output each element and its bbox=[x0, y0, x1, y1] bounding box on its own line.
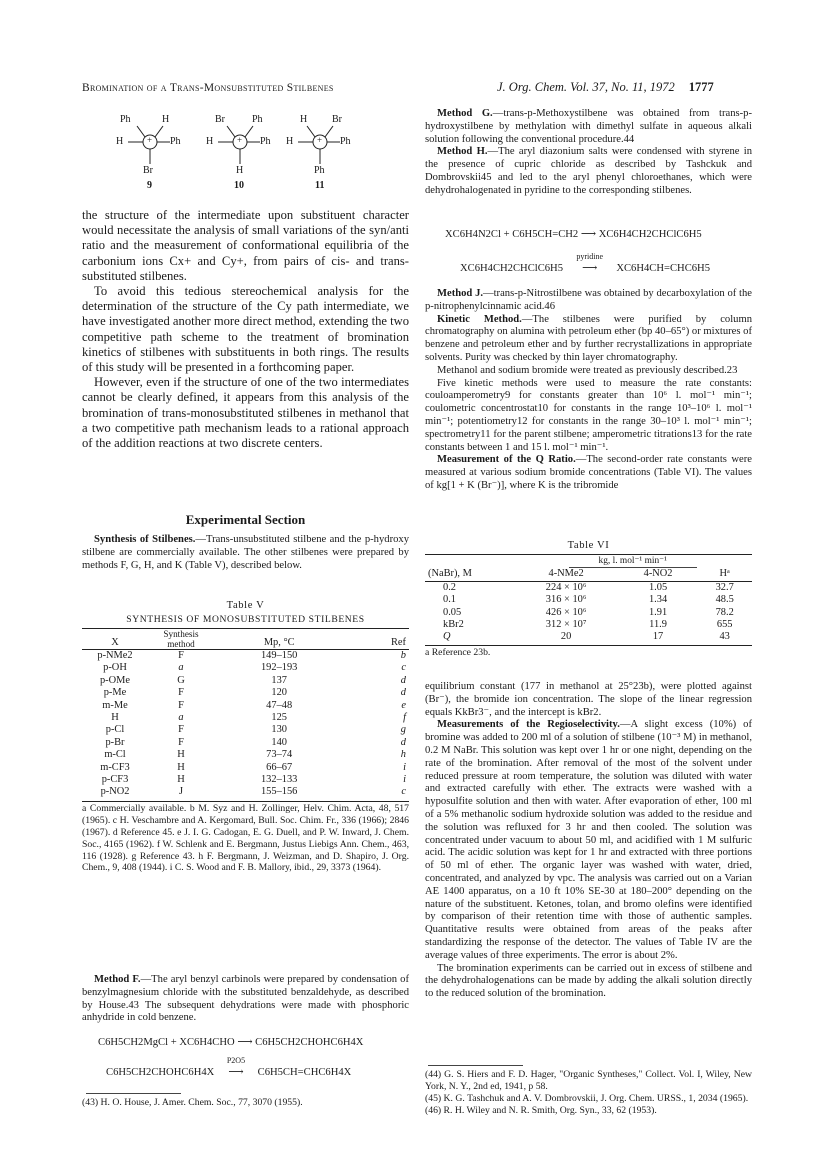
table-cell: 78.2 bbox=[715, 606, 734, 618]
methods-j-kinetic bbox=[425, 288, 752, 493]
table-cell: 47–48 bbox=[266, 699, 293, 711]
table-cell: a bbox=[178, 712, 184, 724]
s10-right: Ph bbox=[260, 136, 271, 147]
table-cell: 125 bbox=[271, 712, 287, 724]
footnote-46: (46) R. H. Wiley and N. R. Smith, Org. Syn., 33, 62 (1953). bbox=[425, 1104, 657, 1116]
structure-11-lines bbox=[298, 126, 340, 164]
methods-g-h bbox=[425, 108, 752, 198]
table-cell: 132–133 bbox=[260, 774, 298, 786]
column-header: Hᵃ bbox=[719, 568, 730, 580]
table-cell: 155–156 bbox=[260, 786, 298, 798]
run-in-head: Kinetic Method. bbox=[437, 313, 522, 325]
structure-10-lines bbox=[218, 126, 260, 164]
run-in-head: Method F. bbox=[94, 974, 141, 985]
table-cell: G bbox=[177, 674, 185, 686]
structure-drawings bbox=[110, 112, 410, 202]
table-cell: 426 × 10⁶ bbox=[545, 606, 587, 618]
regioselectivity-text bbox=[425, 681, 752, 1001]
paragraph bbox=[82, 534, 409, 572]
table-vi bbox=[425, 540, 752, 659]
table-cell: J bbox=[178, 786, 184, 798]
table-cell: 130 bbox=[271, 724, 287, 736]
paragraph: However, even if the structure of one of the two intermediates cannot be clearly defined, it appears from this analysis of the bromination of trans-monosubstituted stilbenes in methanol that a two competitive path mechanism leads to a rational approach of the addition reactions at two discrete centers. bbox=[82, 375, 409, 451]
footnote-45: (45) K. G. Tashchuk and A. V. Dombrovskii, J. Org. Chem. URSS., 1, 2034 (1965). bbox=[425, 1092, 749, 1104]
table-cell: m-CF3 bbox=[100, 761, 130, 773]
equation-h2 bbox=[460, 252, 711, 274]
table-row bbox=[82, 724, 409, 736]
table-row bbox=[82, 786, 409, 798]
table-cell: 0.1 bbox=[443, 594, 456, 606]
table-cell: Q bbox=[443, 631, 451, 643]
table-cell: F bbox=[178, 736, 184, 748]
table-row bbox=[82, 662, 409, 674]
table-cell: d bbox=[400, 687, 406, 699]
synthesis-paragraph bbox=[82, 534, 409, 572]
newman-structures bbox=[110, 112, 410, 202]
paragraph: Five kinetic methods were used to measure the rate constants: couloamperometry9 for constants greater than 10⁶ l. mol⁻¹ min⁻¹; coulometric concentrostat10 for constants in the range 10³–10⁶ l. mol⁻¹ min⁻¹; potentiometry12 for constants in the range 30–10³ l. mol⁻¹ min⁻¹; spectrometry11 for the parent stilbene; amperometric titrations13 for the rate constants between 1 and 15 l. mol⁻¹ min⁻¹. bbox=[425, 377, 752, 453]
table-cell: g bbox=[400, 724, 406, 736]
table-row bbox=[82, 774, 409, 786]
paragraph: Methanol and sodium bromide were treated as previously described.23 bbox=[437, 364, 738, 376]
table-cell: p-Me bbox=[103, 687, 127, 699]
table-cell: 43 bbox=[719, 631, 730, 643]
s9-charge: + bbox=[147, 135, 153, 145]
table-row bbox=[82, 687, 409, 699]
table-row bbox=[425, 607, 752, 619]
paragraph-text: —trans-p-Methoxystilbene was obtained from trans-p-hydroxystilbene by methylation with dimethyl sulfate in aqueous alkali solution following the conventional procedure.44 bbox=[425, 108, 752, 145]
equation-left: XC6H4CH2CHClC6H5 bbox=[460, 263, 564, 274]
run-in-head: Measurements of the Regioselectivity. bbox=[437, 719, 620, 731]
table-cell: p-NMe2 bbox=[97, 650, 133, 661]
table-cell: 655 bbox=[716, 619, 733, 631]
page-number: 1777 bbox=[688, 80, 714, 94]
table-cell: 1.34 bbox=[648, 594, 668, 606]
paragraph-text: —trans-p-Nitrostilbene was obtained by decarboxylation of the p-nitrophenylcinnamic acid.46 bbox=[425, 288, 752, 312]
table-cell: F bbox=[178, 724, 184, 736]
equation-right: C6H5CH=CHC6H4X bbox=[257, 1067, 352, 1078]
s9-number: 9 bbox=[147, 180, 152, 191]
table-cell: F bbox=[178, 699, 184, 711]
footnote-rule bbox=[86, 1093, 181, 1094]
right-footnotes bbox=[425, 1069, 752, 1117]
paragraph bbox=[425, 288, 752, 314]
run-in-head: Method G. bbox=[437, 108, 493, 119]
table-row bbox=[425, 581, 752, 594]
table-cell: H bbox=[177, 749, 185, 761]
table-cell: c bbox=[401, 786, 406, 798]
s9-top-left: Ph bbox=[120, 114, 131, 125]
equation-f2 bbox=[106, 1056, 352, 1078]
column-header: Synthesis method bbox=[163, 629, 199, 649]
span-header bbox=[514, 555, 753, 569]
s10-charge: + bbox=[237, 135, 243, 145]
s11-number: 11 bbox=[315, 180, 325, 191]
table-caption: Table VI bbox=[567, 540, 610, 551]
table-cell: kBr2 bbox=[443, 619, 464, 631]
s9-left: H bbox=[116, 136, 124, 147]
equation-h1 bbox=[445, 228, 702, 240]
s10-top-left: Br bbox=[215, 114, 225, 125]
arrow-icon: ⟶ bbox=[237, 1037, 256, 1048]
footnote-44: (44) G. S. Hiers and F. D. Hager, "Organic Syntheses," Collect. Vol. I, Wiley, New York, N. Y., 2nd ed, 1941, p 58. bbox=[425, 1069, 752, 1092]
s11-charge: + bbox=[317, 135, 323, 145]
table-cell: 66–67 bbox=[266, 761, 293, 773]
table-cell: 32.7 bbox=[715, 581, 734, 593]
equation-right: XC6H4CH=CHC6H5 bbox=[616, 263, 711, 274]
equation-left: C6H5CH2MgCl + XC6H4CHO bbox=[98, 1037, 235, 1048]
s11-bottom: Ph bbox=[314, 165, 325, 176]
data-table bbox=[425, 554, 752, 644]
column-header: (NaBr), M bbox=[428, 568, 472, 580]
table-cell: i bbox=[403, 774, 406, 786]
table-cell: m-Cl bbox=[104, 749, 126, 761]
paragraph bbox=[425, 146, 752, 197]
run-in-head: Method J. bbox=[437, 288, 484, 299]
run-in-head: Synthesis of Stilbenes. bbox=[94, 534, 196, 545]
table-cell: 48.5 bbox=[715, 594, 734, 606]
table-cell: 11.9 bbox=[649, 619, 667, 631]
s10-number: 10 bbox=[234, 180, 244, 191]
table-cell: b bbox=[400, 650, 406, 661]
column-header: X bbox=[111, 636, 119, 648]
column-header: 4-NMe2 bbox=[548, 568, 584, 580]
footnote-rule bbox=[428, 1065, 523, 1066]
span-header-text: kg, l. mol⁻¹ min⁻¹ bbox=[569, 555, 697, 568]
s9-right: Ph bbox=[170, 136, 181, 147]
paragraph bbox=[425, 314, 752, 365]
table-row bbox=[82, 762, 409, 774]
table-cell: 192–193 bbox=[260, 662, 298, 674]
s11-right: Ph bbox=[340, 136, 351, 147]
arrow-icon: ⟶ bbox=[580, 229, 599, 240]
table-cell: 224 × 10⁶ bbox=[545, 581, 587, 593]
table-cell: 0.05 bbox=[443, 606, 462, 618]
table-cell: h bbox=[400, 749, 406, 761]
equation-left: XC6H4N2Cl + C6H5CH=CH2 bbox=[445, 229, 579, 240]
column-header: Mp, °C bbox=[263, 636, 295, 648]
column-header: 4-NO2 bbox=[643, 568, 673, 580]
table-cell: p-CF3 bbox=[101, 774, 129, 786]
table-cell: p-NO2 bbox=[100, 786, 130, 798]
paragraph-text: —The stilbenes were purified by column chromatography on alumina with petroleum ether (bp 40–65°) or mixtures of benzene and petroleum ether and by further recrystallizations in appropriate solvents. Purity was checked by thin layer chromatography. bbox=[425, 313, 752, 363]
table-row bbox=[82, 675, 409, 687]
table-cell: 73–74 bbox=[266, 749, 293, 761]
table-cell: m-Me bbox=[102, 699, 128, 711]
journal-citation bbox=[497, 80, 714, 95]
table-row bbox=[425, 631, 752, 643]
table-cell: 312 × 10⁷ bbox=[545, 619, 587, 631]
table-cell: d bbox=[400, 674, 406, 686]
reagent-label: P2O5 bbox=[226, 1056, 246, 1065]
paragraph-text: —The aryl diazonium salts were condensed with styrene in the presence of cupric chloride as described by Tashckuk and Dombrovskii45 and led to the aryl phenyl chloroethanes, which were dehydrohalogenated in pyridine to the corresponding stilbenes. bbox=[425, 146, 752, 196]
s9-top-right: H bbox=[162, 114, 170, 125]
section-heading: Experimental Section bbox=[185, 512, 306, 527]
table-cell: F bbox=[178, 650, 184, 661]
data-table bbox=[82, 628, 409, 799]
reagent-label: pyridine bbox=[576, 252, 603, 261]
paragraph-text: —The aryl benzyl carbinols were prepared by condensation of benzylmagnesium chloride with the substituted benzaldehyde, as described by House.43 The subsequent dehydrations were made with phosphoric anhydride in cold benzene. bbox=[82, 974, 409, 1024]
left-intro-text bbox=[82, 208, 409, 451]
paragraph: the structure of the intermediate upon substituent character would necessitate the analysis of small variations of the syn/anti ratio and the measurement of conformational equilibria of the carbonium ions Cx+ and Cy+, from pairs of cis- and trans-substituted stilbenes. bbox=[82, 208, 409, 283]
paragraph-text: —The second-order rate constants were measured at various sodium bromide concentrations (Table VI). The values of kg[1 + K (Br⁻)], where K is the tribromide bbox=[425, 454, 752, 491]
table-row bbox=[425, 619, 752, 631]
equation-right: XC6H4CH2CHClC6H5 bbox=[598, 229, 702, 240]
paragraph-text: —A slight excess (10%) of bromine was added to 200 ml of a solution of stilbene (10⁻³ M) in methanol, 0.2 M NaBr. This solution was kept over 1 hr or one night, depending on the rate of the bromination. After removal of the most of the solvent under reduced pressure at room temperature, the solution was diluted with water and extracted carefully with ether. The extracts were washed with a hyposulfite solution and then with water. After evaporation of ether, 100 ml of a 5% methanolic sodium hydroxide solution was added to the residue and the solution was refluxed for 3 hr and then cooled. The solution was concentrated under vacuum to about 50 ml, and acidified with 1 M sulfuric acid. The acidic solution was kept for 1 hr and extracted with three portions of 50 ml of ether. The organic layer was washed with water, dried, concentrated, and analyzed by vpc. The analysis was carried out on a Varian AE 1400 apparatus, on a 10 ft 10% SE-30 at 180–200° depending on the nature of the substituent. Ketones, tolan, and bromo olefins were identified by comparison of their retention time with those of authentic samples. Quantitative results were obtained from areas of the peaks after standardizing the response of the detector. The values of Table IV are the average values of three experiments. The error is about 2%. bbox=[425, 719, 752, 961]
run-in-head: Measurement of the Q Ratio. bbox=[437, 454, 576, 466]
s11-top-left: H bbox=[300, 114, 308, 125]
table-cell: p-Br bbox=[105, 736, 125, 748]
structure-9-lines bbox=[128, 126, 170, 164]
s10-top-right: Ph bbox=[252, 114, 263, 125]
s10-bottom: H bbox=[236, 165, 244, 176]
table-cell: 316 × 10⁶ bbox=[545, 594, 587, 606]
table-row bbox=[82, 712, 409, 724]
table-cell: p-OH bbox=[103, 662, 127, 674]
paragraph: The bromination experiments can be carried out in excess of stilbene and the dehydrohalogenations can be made by adding the alkali solution directly to the reduced solution of the bromination. bbox=[425, 962, 752, 1000]
table-row bbox=[82, 650, 409, 663]
table-cell: 1.91 bbox=[648, 606, 668, 618]
paragraph bbox=[425, 454, 752, 492]
table-cell: 1.05 bbox=[648, 581, 668, 593]
table-footnote: a Commercially available. b M. Syz and H. Zollinger, Helv. Chim. Acta, 48, 517 (1965). c H. Veschambre and A. Kergomard, Bull. Soc. Chim. Fr., 336 (1966); 2846 (1967). d Reference 45. e J. I. G. Cadogan, E. G. Duell, and P. W. Inward, J. Chem. Soc., 4165 (1962). f W. Schlenk and E. Bergmann, Justus Liebigs Ann. Chem., 463, 116 (1928). g Reference 43. h F. Bergmann, J. Weizman, and D. Shapiro, J. Org. Chem., 9, 408 (1944). i C. S. Wood and F. B. Mallory, ibid., 29, 3373 (1964). bbox=[82, 802, 409, 874]
table-v bbox=[82, 600, 409, 874]
table-title: SYNTHESIS OF MONOSUBSTITUTED STILBENES bbox=[126, 614, 365, 625]
table-cell: 120 bbox=[271, 687, 287, 699]
table-cell: f bbox=[403, 712, 406, 724]
table-cell: i bbox=[403, 761, 406, 773]
table-cell: c bbox=[401, 662, 406, 674]
table-footnote: a Reference 23b. bbox=[425, 645, 752, 659]
table-cell: d bbox=[400, 736, 406, 748]
table-cell: p-OMe bbox=[99, 674, 130, 686]
arrow-icon: ⟶ bbox=[582, 263, 598, 274]
method-f-paragraph bbox=[82, 974, 409, 1025]
table-cell: 140 bbox=[271, 736, 287, 748]
table-row bbox=[82, 700, 409, 712]
column-header: Ref bbox=[390, 636, 406, 648]
table-caption: Table V bbox=[226, 600, 265, 611]
table-cell: H bbox=[177, 761, 185, 773]
s11-left: H bbox=[286, 136, 294, 147]
table-row bbox=[82, 749, 409, 761]
s9-bottom: Br bbox=[143, 165, 153, 176]
table-row bbox=[82, 737, 409, 749]
paragraph-text: —Trans-unsubstituted stilbene and the p-hydroxy stilbene are commercially available. The other stilbenes were prepared by methods F, G, H, and K (Table V), described below. bbox=[82, 534, 409, 571]
table-cell: H bbox=[111, 712, 119, 724]
table-cell: a bbox=[178, 662, 184, 674]
equation-f1 bbox=[98, 1036, 363, 1048]
s10-left: H bbox=[206, 136, 214, 147]
table-cell: 149–150 bbox=[260, 650, 298, 661]
arrow-icon: ⟶ bbox=[228, 1067, 244, 1078]
equation-right: C6H5CH2CHOHC6H4X bbox=[255, 1037, 364, 1048]
table-cell: F bbox=[178, 687, 184, 699]
s11-top-right: Br bbox=[332, 114, 342, 125]
paragraph bbox=[425, 719, 752, 962]
table-cell: H bbox=[177, 774, 185, 786]
table-cell: 17 bbox=[652, 631, 664, 643]
table-cell: 0.2 bbox=[443, 581, 456, 593]
table-cell: 20 bbox=[560, 631, 572, 643]
table-row bbox=[425, 594, 752, 606]
table-cell: p-Cl bbox=[105, 724, 125, 736]
run-in-head: Method H. bbox=[437, 146, 488, 158]
table-cell: 137 bbox=[271, 674, 287, 686]
paragraph bbox=[425, 108, 752, 146]
footnote-43: (43) H. O. House, J. Amer. Chem. Soc., 77, 3070 (1955). bbox=[82, 1097, 303, 1108]
paragraph: equilibrium constant (177 in methanol at 25°23b), were plotted against (Br⁻), the bromide ion concentration. The slope of the linear regression equals KkBr3⁻, and the intercept is kBr2. bbox=[425, 681, 752, 718]
running-title: Bromination of a Trans-Monsubstituted Stilbenes bbox=[82, 82, 334, 94]
paragraph bbox=[82, 974, 409, 1025]
equation-left: C6H5CH2CHOHC6H4X bbox=[106, 1067, 215, 1078]
paragraph: To avoid this tedious stereochemical analysis for the determination of the structure of the Cy path intermediate, we have investigated another more direct method, extending the two competitive path scheme to the treatment of bromination kinetics of stilbenes with substituents in both rings. The results of this study will be presented in a forthcoming paper. bbox=[82, 284, 409, 375]
journal-name: J. Org. Chem. Vol. 37, No. 11, 1972 bbox=[497, 80, 675, 94]
table-cell: e bbox=[401, 699, 406, 711]
